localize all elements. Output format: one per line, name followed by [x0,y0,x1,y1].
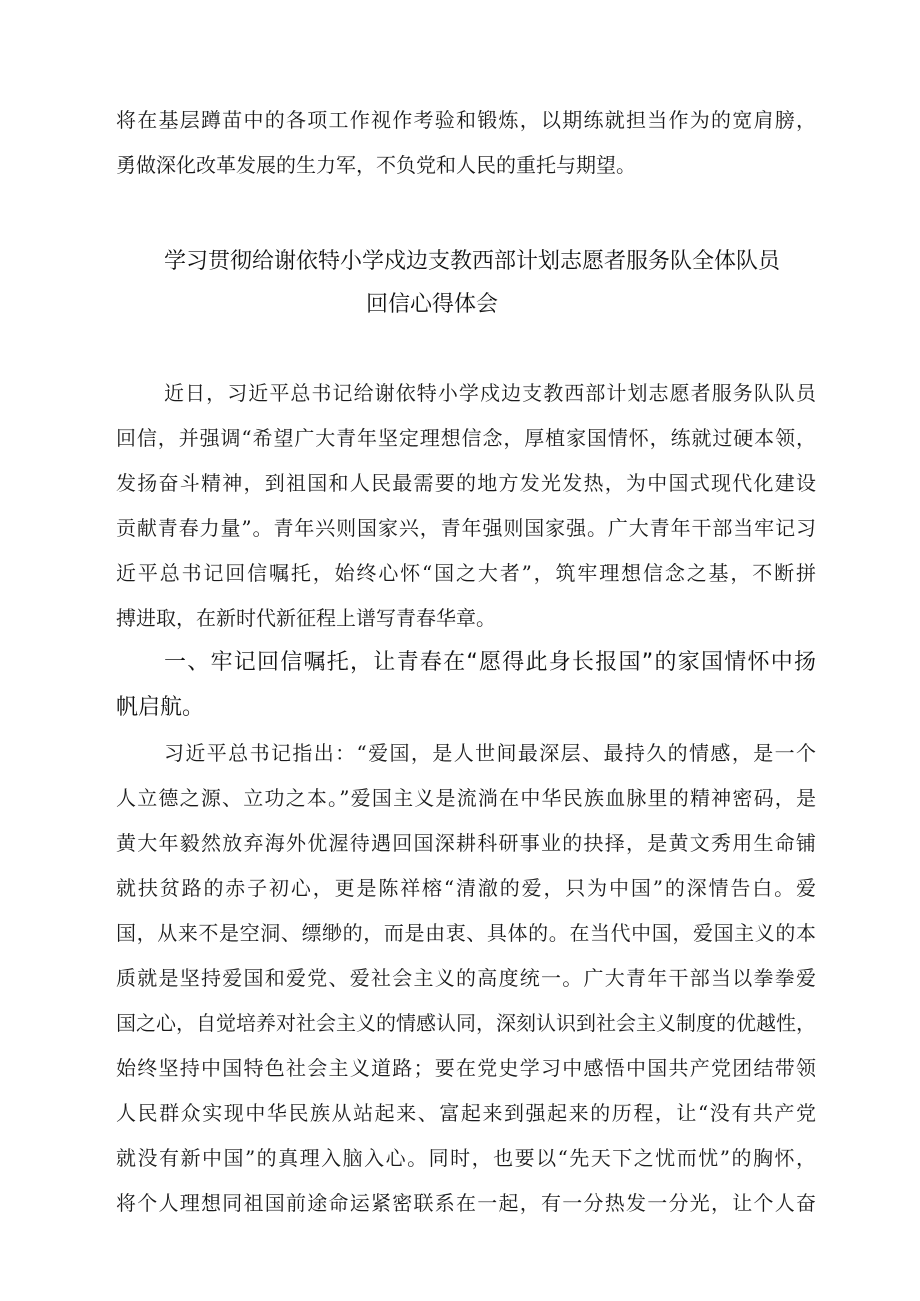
lead-line-4: 贡献青春力量”。青年兴则国家兴，青年强则国家强。广大青年干部当牢记习 [116,516,816,540]
section1-line-3: 黄大年毅然放弃海外优渥待遇回国深耕科研事业的抉择，是黄文秀用生命铺 [116,831,816,855]
intro-line-2: 勇做深化改革发展的生力军，不负党和人民的重托与期望。 [116,153,636,177]
section1-heading-line-1: 一、牢记回信嘱托，让青春在“愿得此身长报国”的家国情怀中扬 [164,650,816,675]
section1-line-8: 始终坚持中国特色社会主义道路；要在党史学习中感悟中国共产党团结带领 [116,1056,816,1080]
intro-line-1: 将在基层蹲苗中的各项工作视作考验和锻炼，以期练就担当作为的宽肩膀， [116,108,816,132]
section1-line-11: 将个人理想同祖国前途命运紧密联系在一起，有一分热发一分光，让个人奋 [116,1191,816,1215]
section1-line-4: 就扶贫路的赤子初心，更是陈祥榕“清澈的爱，只为中国”的深情告白。爱 [116,876,816,900]
section1-heading-line-2: 帆启航。 [116,695,205,720]
article-title-line-1: 学习贯彻给谢依特小学戍边支教西部计划志愿者服务队全体队员 [164,249,781,274]
section1-line-6: 质就是坚持爱国和爱党、爱社会主义的高度统一。广大青年干部当以拳拳爱 [116,966,816,990]
lead-line-2: 回信，并强调“希望广大青年坚定理想信念，厚植家国情怀，练就过硬本领， [116,426,816,450]
section1-line-1: 习近平总书记指出：“爱国，是人世间最深层、最持久的情感，是一个 [164,741,816,765]
section1-line-5: 国，从来不是空洞、缥缈的，而是由衷、具体的。在当代中国，爱国主义的本 [116,921,816,945]
lead-line-5: 近平总书记回信嘱托，始终心怀“国之大者”，筑牢理想信念之基，不断拼 [116,561,816,585]
article-title-line-2: 回信心得体会 [366,292,499,317]
section1-line-9: 人民群众实现中华民族从站起来、富起来到强起来的历程，让“没有共产党 [116,1101,816,1125]
lead-line-1: 近日，习近平总书记给谢依特小学戍边支教西部计划志愿者服务队队员 [164,381,816,405]
section1-line-10: 就没有新中国”的真理入脑入心。同时，也要以“先天下之忧而忧”的胸怀， [116,1146,816,1170]
lead-line-6: 搏进取，在新时代新征程上谱写青春华章。 [116,606,496,630]
section1-line-2: 人立德之源、立功之本。”爱国主义是流淌在中华民族血脉里的精神密码，是 [116,786,816,810]
section1-line-7: 国之心，自觉培养对社会主义的情感认同，深刻认识到社会主义制度的优越性， [116,1011,816,1035]
lead-line-3: 发扬奋斗精神，到祖国和人民最需要的地方发光发热，为中国式现代化建设 [116,471,816,495]
